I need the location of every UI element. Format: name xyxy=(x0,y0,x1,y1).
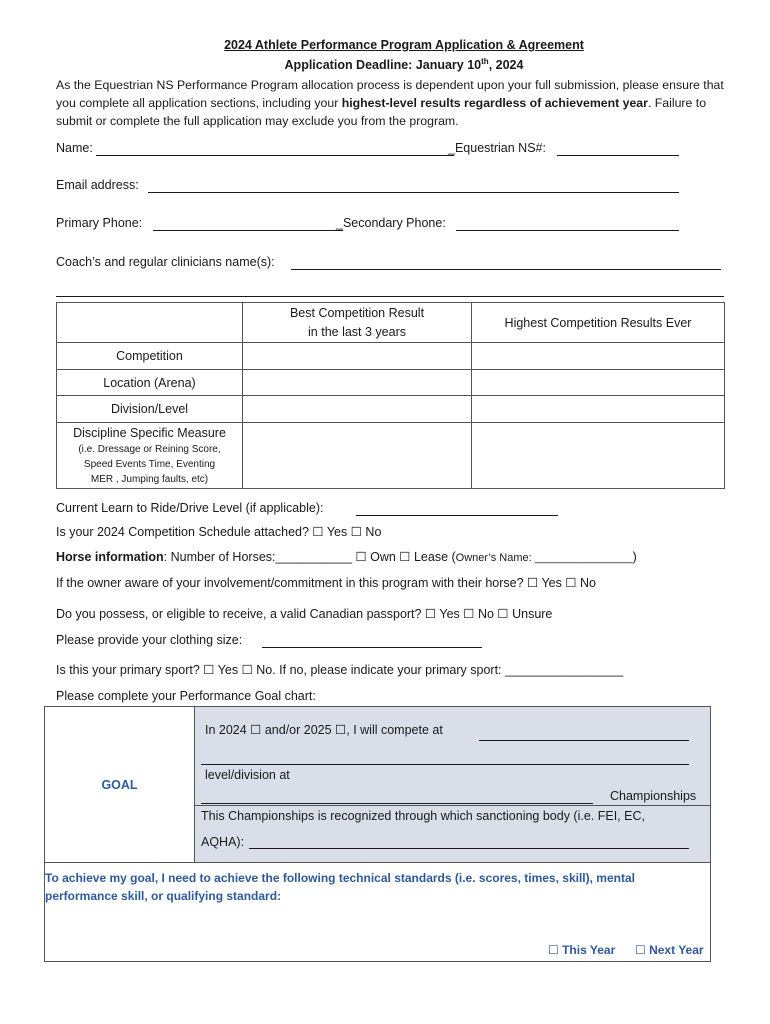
table-row xyxy=(57,370,725,396)
best-result-header xyxy=(243,303,472,343)
highest-division-cell[interactable] xyxy=(472,396,725,423)
discipline-note-3: MER , Jumping faults, etc) xyxy=(90,473,209,485)
best-division-cell[interactable] xyxy=(243,396,472,423)
sanctioning-body-field[interactable] xyxy=(249,848,689,849)
clothing-size-label: Please provide your clothing size: xyxy=(56,633,243,647)
email-label: Email address: xyxy=(56,178,139,192)
compete-at-field[interactable] xyxy=(479,740,689,741)
intro-paragraph xyxy=(56,76,728,130)
best-discipline-cell[interactable] xyxy=(243,423,472,489)
best-result-header-line2: in the last 3 years xyxy=(308,324,406,339)
learn-to-ride-label: Current Learn to Ride/Drive Level (if applicable): xyxy=(56,501,324,515)
schedule-question[interactable]: Is your 2024 Competition Schedule attached? ☐ Yes ☐ No xyxy=(56,525,382,539)
compete-statement[interactable]: In 2024 ☐ and/or 2025 ☐, I will compete at xyxy=(205,723,443,737)
table-header-row xyxy=(57,303,725,343)
intro-bold: highest-level results regardless of achievement year xyxy=(341,96,648,110)
level-division-label: level/division at xyxy=(205,768,290,782)
primary-sport-question[interactable]: Is this your primary sport? ☐ Yes ☐ No. If no, please indicate your primary sport: _________________ xyxy=(56,663,624,677)
best-location-cell[interactable] xyxy=(243,370,472,396)
owner-name-field: Owner’s Name: ________________ xyxy=(455,552,633,564)
championships-label: Championships xyxy=(610,789,697,803)
row-label-discipline xyxy=(57,423,243,489)
primary-phone-field[interactable] xyxy=(153,230,343,231)
row-label-division: Division/Level xyxy=(57,396,243,423)
discipline-note-2: Speed Events Time, Eventing xyxy=(83,458,216,470)
form-title: 2024 Athlete Performance Program Application & Agreement xyxy=(224,38,584,52)
table-row xyxy=(57,396,725,423)
horse-info-close: ) xyxy=(632,550,637,564)
next-year-checkbox[interactable]: ☐ Next Year xyxy=(635,943,704,957)
intro-text-1: As the Equestrian NS Performance Program allocation process is dependent upon your full submission, please ensure that you complete all application sections, including your xyxy=(56,78,724,110)
best-result-header-line1: Best Competition Result xyxy=(289,305,425,320)
row-label-location: Location (Arena) xyxy=(57,370,243,396)
horse-info-label: Horse information xyxy=(56,550,164,564)
discipline-label: Discipline Specific Measure xyxy=(73,425,226,440)
deadline-year: , 2024 xyxy=(488,58,524,73)
competition-results-table xyxy=(56,302,725,489)
deadline-sup: th xyxy=(481,57,489,66)
secondary-phone-label: _Secondary Phone: xyxy=(336,216,446,230)
application-deadline xyxy=(0,57,770,72)
name-label: Name: xyxy=(56,141,93,155)
owner-aware-question[interactable]: If the owner aware of your involvement/commitment in this program with their horse? ☐ Yes ☐ No xyxy=(56,576,597,590)
sanction-question: This Championships is recognized through which sanctioning body (i.e. FEI, EC, xyxy=(201,809,645,823)
goal-label: GOAL xyxy=(45,707,195,862)
aqha-label: AQHA): xyxy=(201,835,245,849)
email-field[interactable] xyxy=(148,192,679,193)
compete-at-field-2[interactable] xyxy=(201,764,689,765)
achieve-line-2: performance skill, or qualifying standard: xyxy=(45,889,282,903)
coach-label: Coach’s and regular clinicians name(s): xyxy=(56,255,275,269)
passport-question[interactable]: Do you possess, or eligible to receive, a valid Canadian passport? ☐ Yes ☐ No ☐ Unsure xyxy=(56,607,553,621)
horse-info-options: : Number of Horses:___________ ☐ Own ☐ Lease ( xyxy=(163,550,456,564)
achieve-line-1: To achieve my goal, I need to achieve the following technical standards (i.e. scores, times, skill), mental xyxy=(45,871,635,885)
goal-chart xyxy=(44,706,711,962)
goal-chart-label: Please complete your Performance Goal chart: xyxy=(56,689,316,703)
intro-text-2: . Failure to submit or complete the full application may exclude you from the program. xyxy=(56,96,707,128)
goal-inner-divider xyxy=(195,805,710,806)
clothing-size-field[interactable] xyxy=(262,647,482,648)
deadline-text: Application Deadline: January 10 xyxy=(284,58,482,73)
ns-number-label: _Equestrian NS#: xyxy=(448,141,546,155)
level-division-field[interactable] xyxy=(201,803,593,804)
highest-result-header: Highest Competition Results Ever xyxy=(472,303,725,343)
best-competition-cell[interactable] xyxy=(243,343,472,370)
table-row xyxy=(57,343,725,370)
learn-to-ride-field[interactable] xyxy=(356,515,558,516)
highest-discipline-cell[interactable] xyxy=(472,423,725,489)
highest-competition-cell[interactable] xyxy=(472,343,725,370)
primary-phone-label: Primary Phone: xyxy=(56,216,143,230)
name-field[interactable] xyxy=(96,155,454,156)
horse-information[interactable] xyxy=(56,549,637,564)
empty-header-cell xyxy=(57,303,243,343)
goal-details xyxy=(195,707,710,862)
this-year-checkbox[interactable]: ☐ This Year xyxy=(548,943,616,957)
coach-field-line-2[interactable] xyxy=(56,296,724,297)
table-row xyxy=(57,423,725,489)
highest-location-cell[interactable] xyxy=(472,370,725,396)
row-label-competition: Competition xyxy=(57,343,243,370)
coach-field[interactable] xyxy=(291,269,721,270)
ns-number-field[interactable] xyxy=(557,155,679,156)
secondary-phone-field[interactable] xyxy=(456,230,679,231)
goal-divider xyxy=(45,862,710,863)
discipline-note-1: (i.e. Dressage or Reining Score, xyxy=(78,443,221,455)
